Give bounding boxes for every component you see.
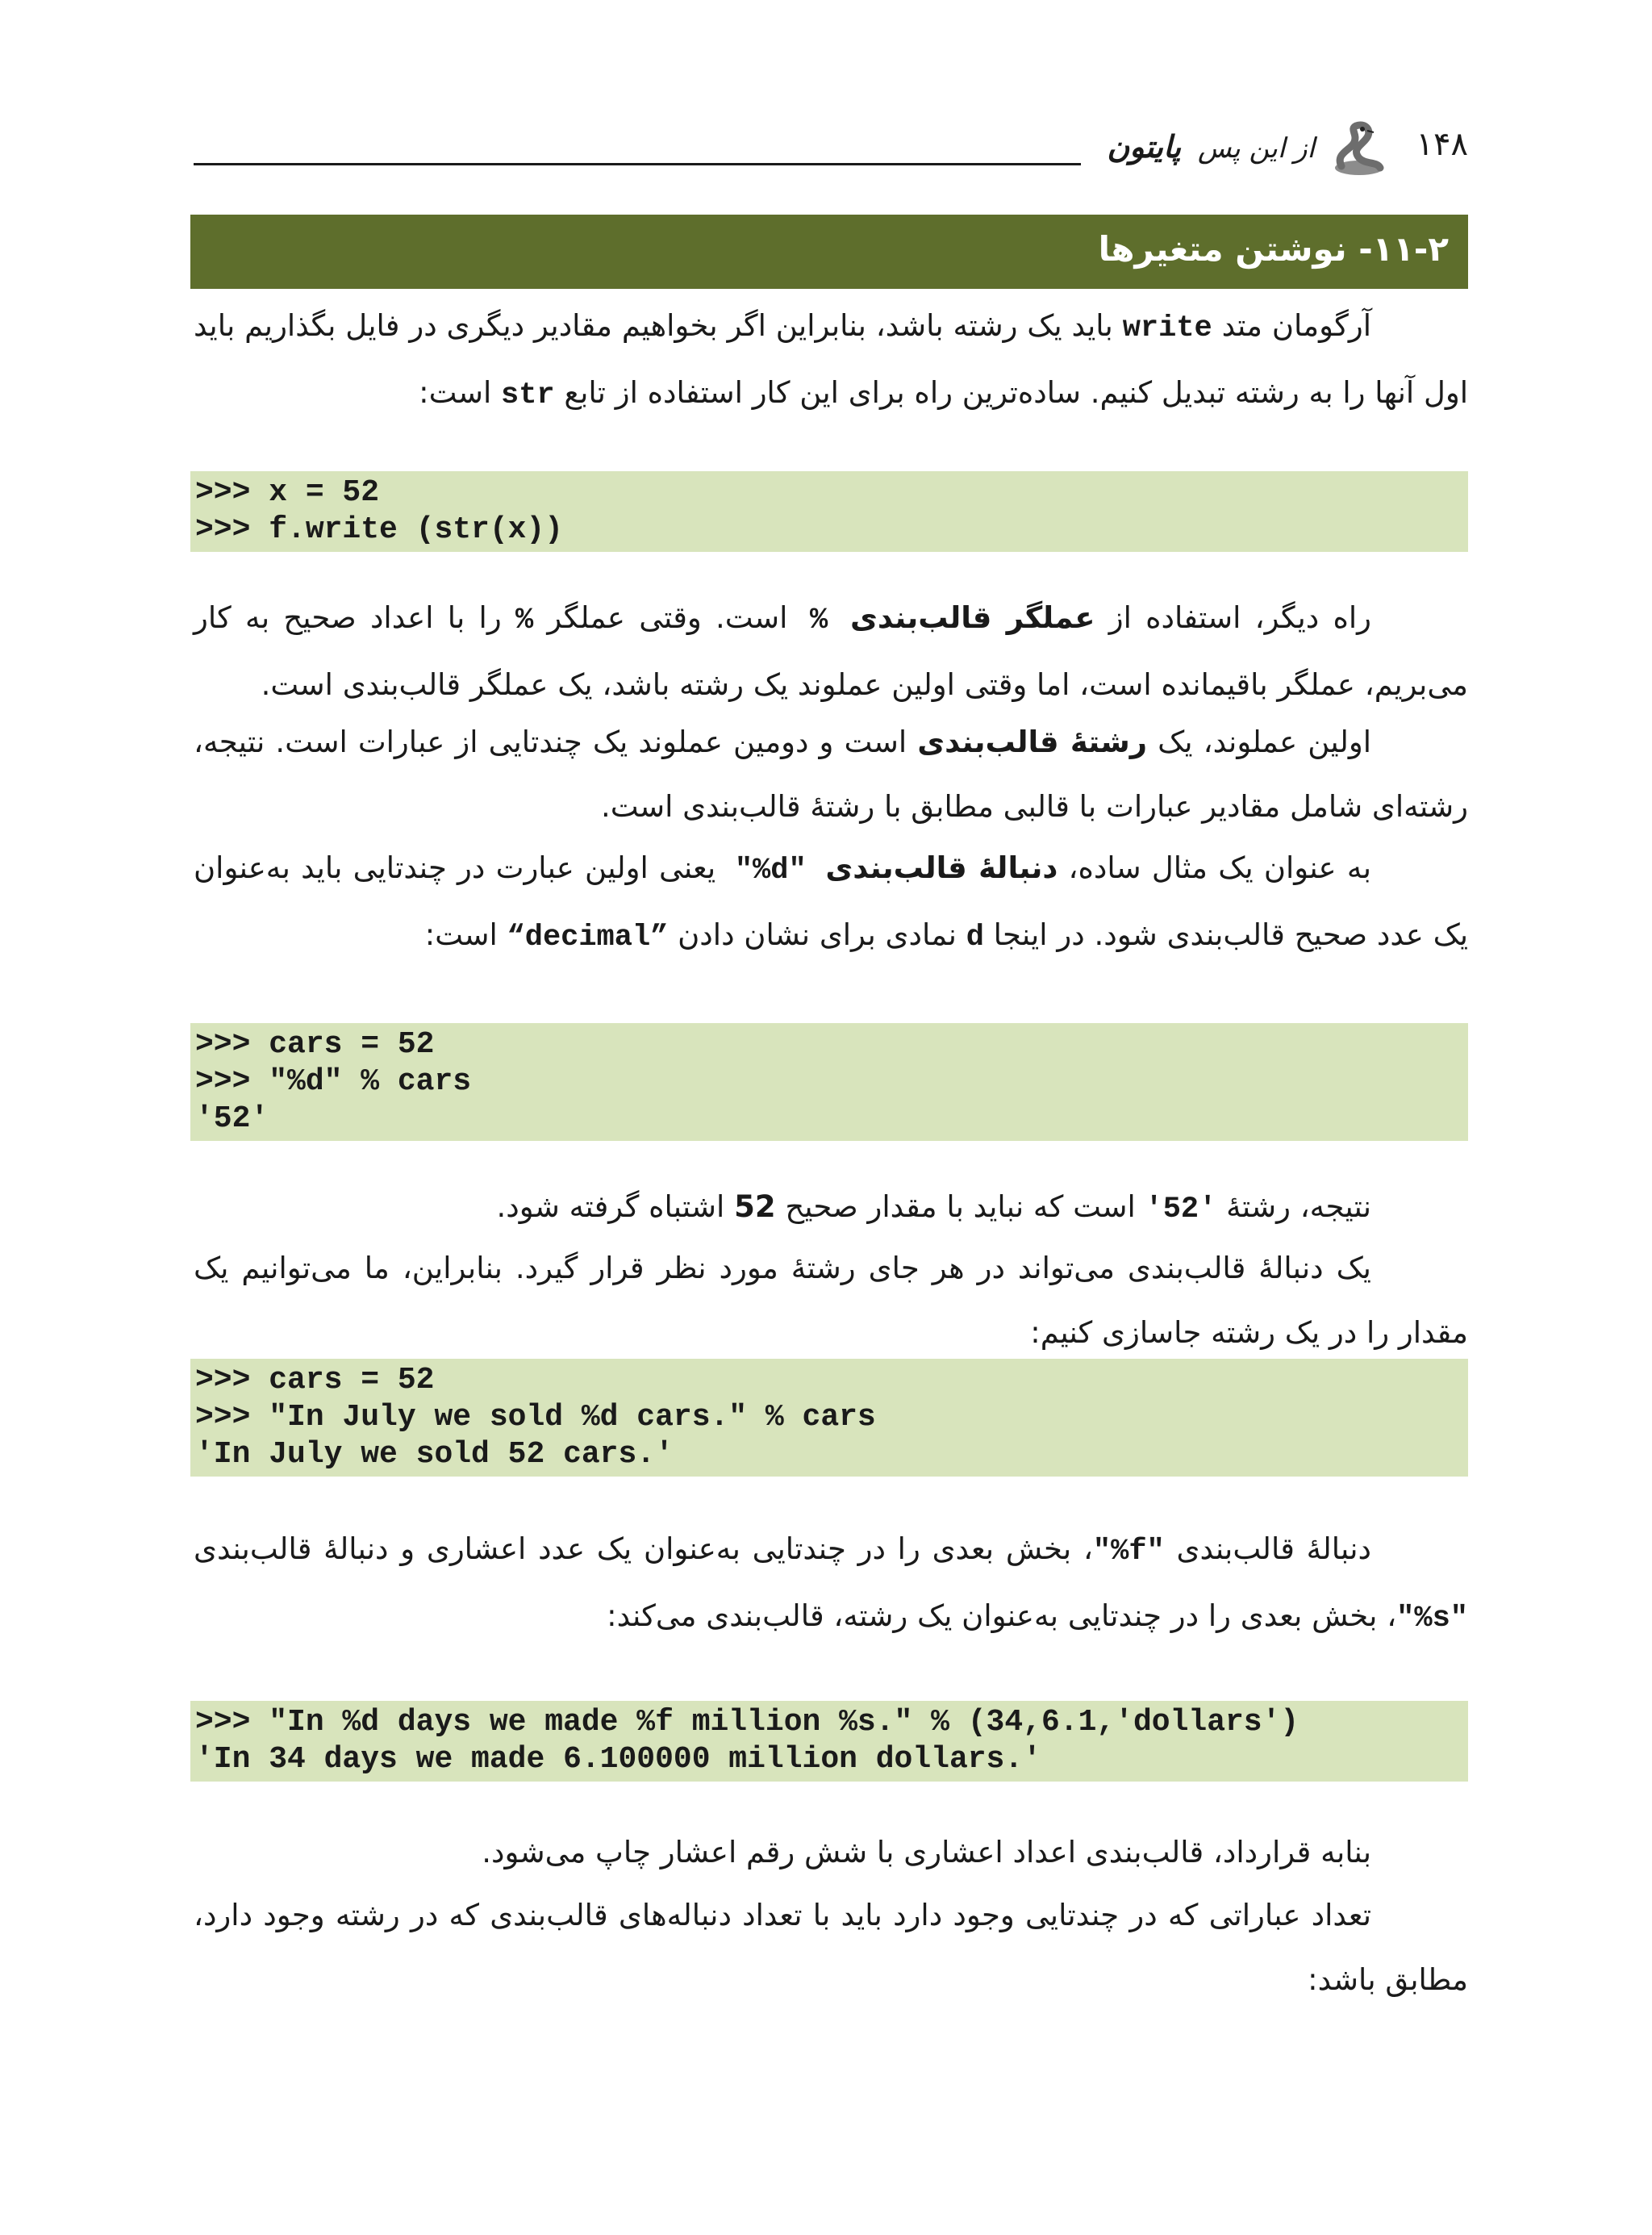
- section-heading-bar: [190, 215, 1468, 289]
- text: نتیجه، رشتهٔ: [1216, 1189, 1371, 1224]
- code-line: 'In July we sold 52 cars.': [195, 1437, 674, 1472]
- code-line: >>> "In %d days we made %f million %s." % (34,6.1,'dollars'): [195, 1705, 1299, 1740]
- text: دنبالهٔ قالب‌بندی: [1164, 1531, 1371, 1566]
- page-number: ۱۴۸: [1416, 126, 1468, 163]
- code-line: >>> x = 52: [195, 475, 380, 510]
- code-line: >>> "In July we sold %d cars." % cars: [195, 1400, 876, 1435]
- text: ، بخش بعدی را در چندتایی به‌عنوان یک عدد اعشاری و دنبالهٔ قالب‌بندی: [194, 1531, 1093, 1566]
- paragraph-3: [194, 710, 1468, 839]
- text: بنابه قرارداد، قالب‌بندی اعداد اعشاری با شش رقم اعشار چاپ می‌شود.: [482, 1835, 1371, 1869]
- code-line: 'In 34 days we made 6.100000 million dollars.': [195, 1742, 1041, 1777]
- header-rule: [194, 163, 1081, 165]
- section-title: ۱۱-۲- نوشتن متغیرها: [1098, 229, 1449, 269]
- paragraph-6: [194, 1236, 1468, 1365]
- text: است و دومین عملوند یک چندتایی از عبارات است. نتیجه، رشته‌ای شامل مقادیر عبارات با قالبی مطابق با رشتهٔ قالب‌بندی است.: [194, 725, 1468, 824]
- text: ، بخش بعدی را در چندتایی به‌عنوان یک رشته، قالب‌بندی می‌کند:: [607, 1598, 1397, 1633]
- text: یعنی اولین عبارت در چندتایی باید به‌عنوان یک عدد صحیح قالب‌بندی شود. در اینجا: [194, 850, 1468, 952]
- page-header: [194, 121, 1468, 178]
- paragraph-7: [194, 1517, 1468, 1651]
- inline-code: "%d": [715, 854, 826, 888]
- code-line: '52': [195, 1101, 269, 1136]
- inline-code: "%f": [1092, 1535, 1165, 1569]
- code-line: >>> "%d" % cars: [195, 1064, 472, 1099]
- inline-code: %: [515, 604, 534, 637]
- text: باید یک رشته باشد، بنابراین اگر بخواهیم مقادیر دیگری در فایل بگذاریم باید اول آنها را به رشته تبدیل کنیم. ساده‌ترین راه برای این کار استفاده از تابع: [194, 308, 1468, 410]
- code-line: >>> cars = 52: [195, 1363, 435, 1397]
- bold-number: 52: [734, 1189, 776, 1224]
- text: آرگومان متد: [1212, 308, 1371, 343]
- text: است:: [419, 375, 502, 410]
- code-line: >>> f.write (str(x)): [195, 512, 564, 547]
- bold-term: رشتهٔ قالب‌بندی: [917, 725, 1148, 759]
- inline-code: "%s": [1396, 1602, 1468, 1636]
- code-line: >>> cars = 52: [195, 1027, 435, 1062]
- inline-code: '52': [1145, 1193, 1217, 1226]
- text: اشتباه گرفته شود.: [496, 1189, 735, 1224]
- book-title-brand: پایتون: [1107, 129, 1182, 165]
- code-block-3: [190, 1359, 1468, 1477]
- text: به عنوان یک مثال ساده،: [1058, 850, 1371, 885]
- bold-term: دنبالهٔ قالب‌بندی: [825, 850, 1058, 885]
- paragraph-2: [194, 586, 1468, 717]
- snake-logo-icon: [1327, 121, 1391, 179]
- inline-code: write: [1122, 311, 1212, 345]
- code-block-4: [190, 1701, 1468, 1782]
- text: است. وقتی عملگر: [533, 600, 788, 635]
- text: تعداد عباراتی که در چندتایی وجود دارد باید با تعداد دنباله‌های قالب‌بندی که در رشته وجود دارد، مطابق باشد:: [194, 1898, 1468, 1997]
- paragraph-9: [194, 1883, 1468, 2012]
- inline-code: %: [787, 604, 850, 637]
- paragraph-1: [194, 294, 1468, 428]
- inline-code: str: [501, 378, 555, 412]
- book-title: [1107, 129, 1315, 165]
- text: را با اعداد صحیح به کار می‌بریم، عملگر باقیمانده است، اما وقتی اولین عملوند یک رشته باشد، یک عملگر قالب‌بندی است.: [194, 600, 1468, 702]
- text: است که نباید با مقدار صحیح: [775, 1189, 1145, 1224]
- inline-code: “decimal”: [507, 921, 669, 955]
- paragraph-5: [194, 1175, 1468, 1242]
- text: راه دیگر، استفاده از: [1095, 600, 1371, 635]
- text: اولین عملوند، یک: [1147, 725, 1371, 759]
- text: نمادی برای نشان دادن: [668, 917, 966, 952]
- text: است:: [424, 917, 507, 952]
- bold-term: عملگر قالب‌بندی: [849, 600, 1095, 635]
- code-block-2: [190, 1023, 1468, 1141]
- book-title-prefix: از این پس: [1197, 132, 1315, 165]
- paragraph-8: [194, 1820, 1468, 1885]
- paragraph-4: [194, 836, 1468, 970]
- code-block-1: [190, 471, 1468, 552]
- text: یک دنبالهٔ قالب‌بندی می‌تواند در هر جای رشتهٔ مورد نظر قرار گیرد. بنابراین، ما می‌توانیم یک مقدار را در یک رشته جاسازی کنیم:: [194, 1251, 1468, 1350]
- inline-code: d: [966, 921, 984, 955]
